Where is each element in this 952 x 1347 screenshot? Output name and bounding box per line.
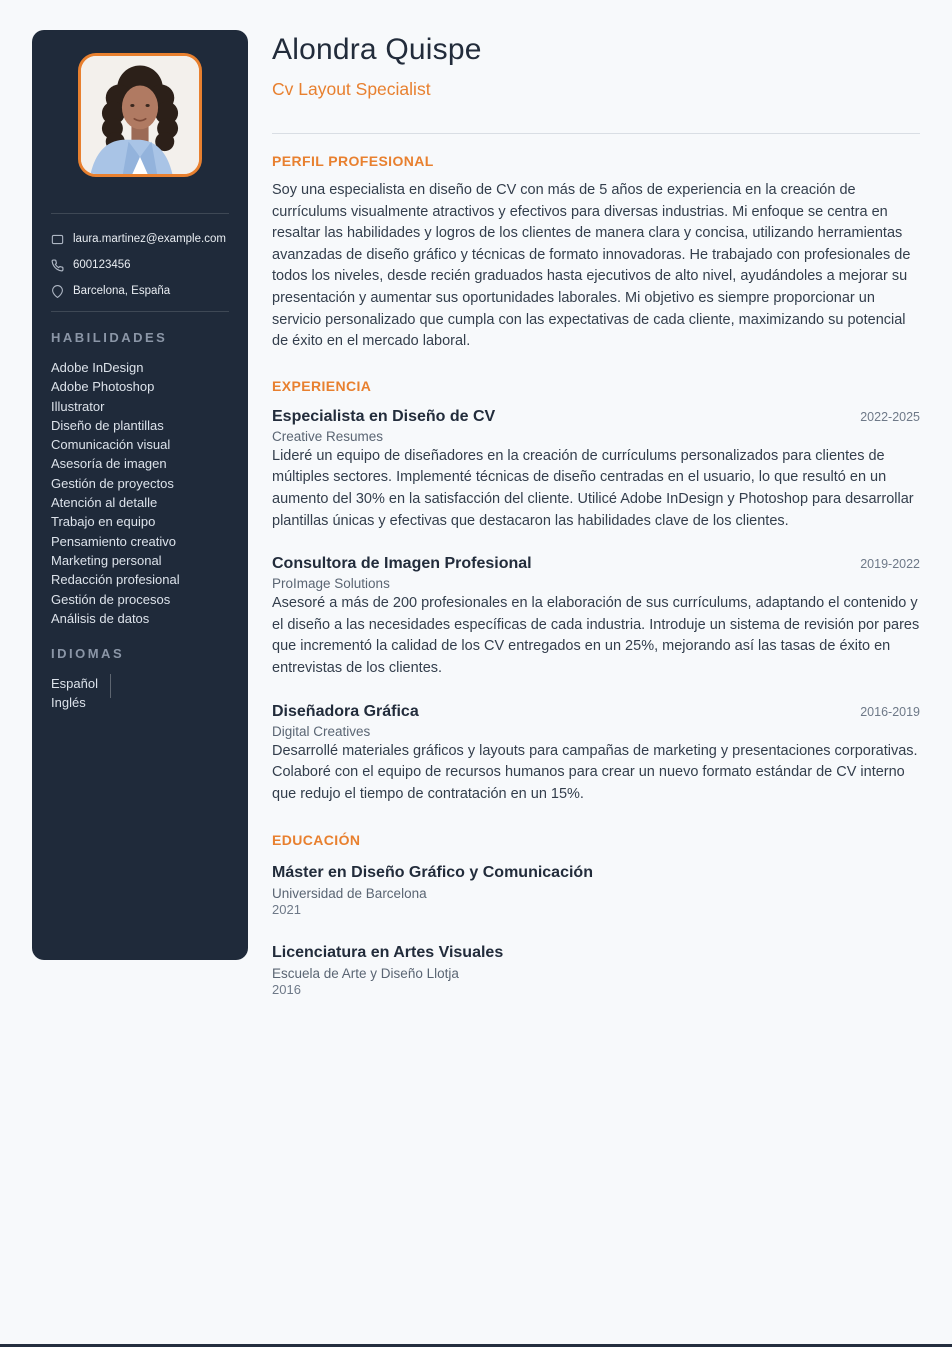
skill-item: Adobe Photoshop bbox=[51, 379, 155, 395]
education-entry bbox=[272, 944, 920, 997]
contact-phone: 600123456 bbox=[73, 259, 131, 271]
job-dates: 2022-2025 bbox=[860, 409, 920, 424]
phone-icon bbox=[51, 259, 64, 272]
skill-item: Atención al detalle bbox=[51, 495, 158, 511]
contact-email-row bbox=[51, 231, 229, 247]
sidebar bbox=[32, 30, 248, 960]
contact-phone-row bbox=[51, 257, 229, 273]
job-role: Consultora de Imagen Profesional bbox=[272, 555, 532, 573]
language-divider-bar bbox=[110, 674, 111, 698]
education-school: Escuela de Arte y Diseño Llotja bbox=[272, 966, 459, 982]
experience-entry bbox=[272, 703, 920, 806]
education-degree: Licenciatura en Artes Visuales bbox=[272, 944, 504, 962]
experience-section-heading: EXPERIENCIA bbox=[272, 377, 372, 394]
experience-entry bbox=[272, 408, 920, 532]
skill-item: Diseño de plantillas bbox=[51, 417, 164, 433]
skill-item: Análisis de datos bbox=[51, 610, 150, 626]
person-job-title: Cv Layout Specialist bbox=[272, 79, 431, 99]
education-year: 2016 bbox=[272, 982, 301, 998]
sidebar-divider-middle bbox=[51, 311, 229, 312]
cv-main-content bbox=[272, 33, 920, 997]
skills-heading: HABILIDADES bbox=[51, 330, 168, 345]
skill-item: Comunicación visual bbox=[51, 437, 171, 453]
profile-text: Soy una especialista en diseño de CV con más de 5 años de experiencia en la creación de currículums visualmente atractivos y efectivos para diversas industrias. Mi enfoque se centra en resaltar las habilidades y logros de los clientes de manera clara y concisa, utilizando herramientas avanzadas de diseño gráfico y técnicas de formato innovadoras. He trabajado con profesionales de todos los niveles, desde recién graduados hasta ejecutivos de alto nivel, ayudándoles a mejorar su presentación y aumentar sus oportunidades laborales. Mi objetivo es siempre proporcionar un servicio personalizado que cumpla con las expectativas de cada cliente, maximizando su potencial de éxito en el mercado laboral. bbox=[272, 182, 911, 350]
education-year: 2021 bbox=[272, 902, 301, 918]
job-description: Lideré un equipo de diseñadores en la creación de currículums personalizados para clientes de múltiples sectores. Implementé técnicas de diseño centradas en el usuario, lo que resultó en un aumento del 30% en la satisfacción del cliente. Utilicé Adobe InDesign y Photoshop para desarrollar plantillas únicas y efectivas que destacaron las habilidades clave de los clientes. bbox=[272, 447, 914, 529]
location-icon bbox=[51, 285, 64, 298]
languages-list bbox=[51, 674, 229, 713]
skill-item: Gestión de procesos bbox=[51, 591, 171, 607]
job-dates: 2019-2022 bbox=[860, 557, 920, 572]
language-item: Inglés bbox=[51, 695, 86, 711]
skill-item: Gestión de proyectos bbox=[51, 475, 174, 491]
person-name: Alondra Quispe bbox=[272, 33, 482, 66]
job-role: Especialista en Diseño de CV bbox=[272, 407, 496, 425]
profile-photo bbox=[78, 53, 202, 177]
education-entry bbox=[272, 864, 920, 917]
contact-location: Barcelona, España bbox=[73, 285, 171, 297]
skill-item: Trabajo en equipo bbox=[51, 514, 156, 530]
education-section-heading: EDUCACIÓN bbox=[272, 832, 361, 849]
skill-item: Illustrator bbox=[51, 398, 105, 414]
education-school: Universidad de Barcelona bbox=[272, 886, 427, 902]
skill-item: Marketing personal bbox=[51, 552, 162, 568]
skill-item: Pensamiento creativo bbox=[51, 533, 177, 549]
job-role: Diseñadora Gráfica bbox=[272, 702, 419, 720]
skill-item: Redacción profesional bbox=[51, 572, 180, 588]
job-company: Digital Creatives bbox=[272, 723, 371, 739]
job-description: Desarrollé materiales gráficos y layouts para campañas de marketing y presentaciones corporativas. Colaboré con el equipo de recursos humanos para crear un nuevo formato estándar de CV interno que redujo el tiempo de contratación en un 15%. bbox=[272, 742, 918, 802]
job-description: Asesoré a más de 200 profesionales en la elaboración de sus currículums, adaptando el contenido y el diseño a las necesidades específicas de cada industria. Introduje un sistema de revisión por pares que incrementó la calidad de los CV entregados en un 25%, mejorando así las tasas de éxito en entrevistas de los clientes. bbox=[272, 595, 920, 676]
profile-section-heading: PERFIL PROFESIONAL bbox=[272, 153, 434, 169]
job-dates: 2016-2019 bbox=[860, 704, 920, 719]
contact-email: laura.martinez@example.com bbox=[73, 233, 226, 245]
experience-entry bbox=[272, 555, 920, 679]
email-icon bbox=[51, 233, 64, 246]
contact-section bbox=[51, 231, 229, 299]
experience-entry-header bbox=[272, 555, 920, 573]
profile-photo-illustration bbox=[81, 56, 199, 174]
sidebar-divider-top bbox=[51, 213, 229, 214]
skill-item: Adobe InDesign bbox=[51, 360, 144, 375]
job-company: ProImage Solutions bbox=[272, 576, 390, 592]
experience-entry-header bbox=[272, 408, 920, 426]
contact-location-row bbox=[51, 283, 229, 299]
skills-list bbox=[51, 358, 229, 628]
languages-heading: IDIOMAS bbox=[51, 646, 125, 662]
language-item: Español bbox=[51, 676, 98, 692]
job-company: Creative Resumes bbox=[272, 428, 384, 444]
experience-entry-header bbox=[272, 703, 920, 721]
education-degree: Máster en Diseño Gráfico y Comunicación bbox=[272, 864, 593, 882]
skill-item: Asesoría de imagen bbox=[51, 456, 167, 472]
header-divider bbox=[272, 133, 920, 134]
